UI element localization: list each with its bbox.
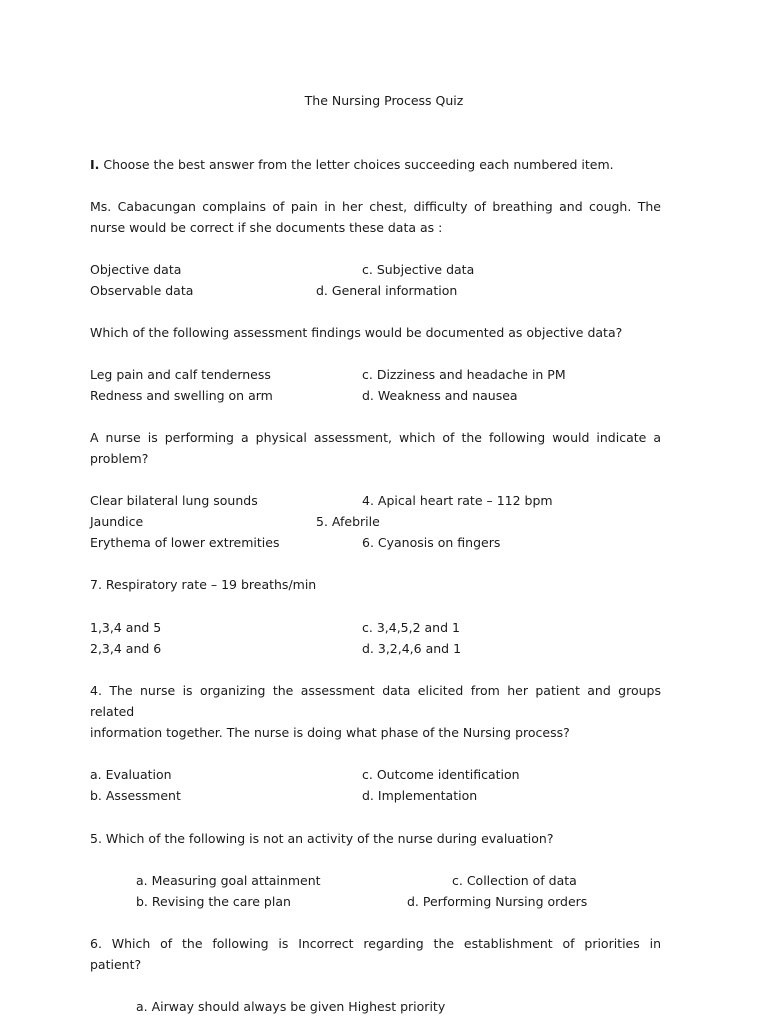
q5-choice-c: c. Collection of data bbox=[452, 873, 577, 888]
q3-option-2: Jaundice bbox=[90, 514, 144, 529]
q2-choice-b: Redness and swelling on arm bbox=[90, 388, 273, 403]
q1-choice-a: Objective data bbox=[90, 262, 182, 277]
q3-option-1: Clear bilateral lung sounds bbox=[90, 493, 258, 508]
q4-text-line3: information together. The nurse is doing what phase of the Nursing process? bbox=[90, 725, 570, 740]
q3-choice-a: 1,3,4 and 5 bbox=[90, 620, 162, 635]
q6-text-line2: patient? bbox=[90, 957, 142, 972]
q2-choice-d: d. Weakness and nausea bbox=[362, 388, 518, 403]
page-title: The Nursing Process Quiz bbox=[304, 93, 464, 108]
q3-choice-d: d. 3,2,4,6 and 1 bbox=[362, 641, 462, 656]
q3-option-3: Erythema of lower extremities bbox=[90, 535, 280, 550]
q4-text-line2: related bbox=[90, 704, 135, 719]
q5-choice-d: d. Performing Nursing orders bbox=[407, 894, 588, 909]
q6-choice-a: a. Airway should always be given Highest priority bbox=[136, 999, 446, 1014]
q1-choice-d: d. General information bbox=[316, 283, 458, 298]
q4-choice-c: c. Outcome identification bbox=[362, 767, 520, 782]
instruction-text: Choose the best answer from the letter choices succeeding each numbered item. bbox=[99, 157, 614, 172]
q3-choice-b: 2,3,4 and 6 bbox=[90, 641, 162, 656]
q3-option-7: 7. Respiratory rate – 19 breaths/min bbox=[90, 577, 317, 592]
q3-text-line2: problem? bbox=[90, 451, 149, 466]
q1-text-line2: nurse would be correct if she documents these data as : bbox=[90, 220, 443, 235]
q5-choice-a: a. Measuring goal attainment bbox=[136, 873, 321, 888]
instruction bbox=[90, 154, 614, 175]
q4-choice-b: b. Assessment bbox=[90, 788, 181, 803]
q6-text-line1: 6. Which of the following is Incorrect regarding the establishment of priorities in bbox=[90, 936, 661, 951]
q1-choice-b: Observable data bbox=[90, 283, 194, 298]
q1-choice-c: c. Subjective data bbox=[362, 262, 475, 277]
section-number: I. bbox=[90, 157, 100, 172]
q4-choice-a: a. Evaluation bbox=[90, 767, 172, 782]
q3-option-4: 4. Apical heart rate – 112 bpm bbox=[362, 493, 553, 508]
q5-text: 5. Which of the following is not an activity of the nurse during evaluation? bbox=[90, 831, 554, 846]
q2-choice-a: Leg pain and calf tenderness bbox=[90, 367, 271, 382]
q5-choice-b: b. Revising the care plan bbox=[136, 894, 291, 909]
q4-text-line1: 4. The nurse is organizing the assessment data elicited from her patient and groups bbox=[90, 683, 661, 698]
q1-text-line1: Ms. Cabacungan complains of pain in her chest, difficulty of breathing and cough. The bbox=[90, 199, 661, 214]
q2-text: Which of the following assessment findings would be documented as objective data? bbox=[90, 325, 623, 340]
q4-choice-d: d. Implementation bbox=[362, 788, 478, 803]
q3-choice-c: c. 3,4,5,2 and 1 bbox=[362, 620, 460, 635]
q2-choice-c: c. Dizziness and headache in PM bbox=[362, 367, 566, 382]
q3-text-line1: A nurse is performing a physical assessment, which of the following would indicate a bbox=[90, 430, 661, 445]
q3-option-5: 5. Afebrile bbox=[316, 514, 380, 529]
q3-option-6: 6. Cyanosis on fingers bbox=[362, 535, 501, 550]
